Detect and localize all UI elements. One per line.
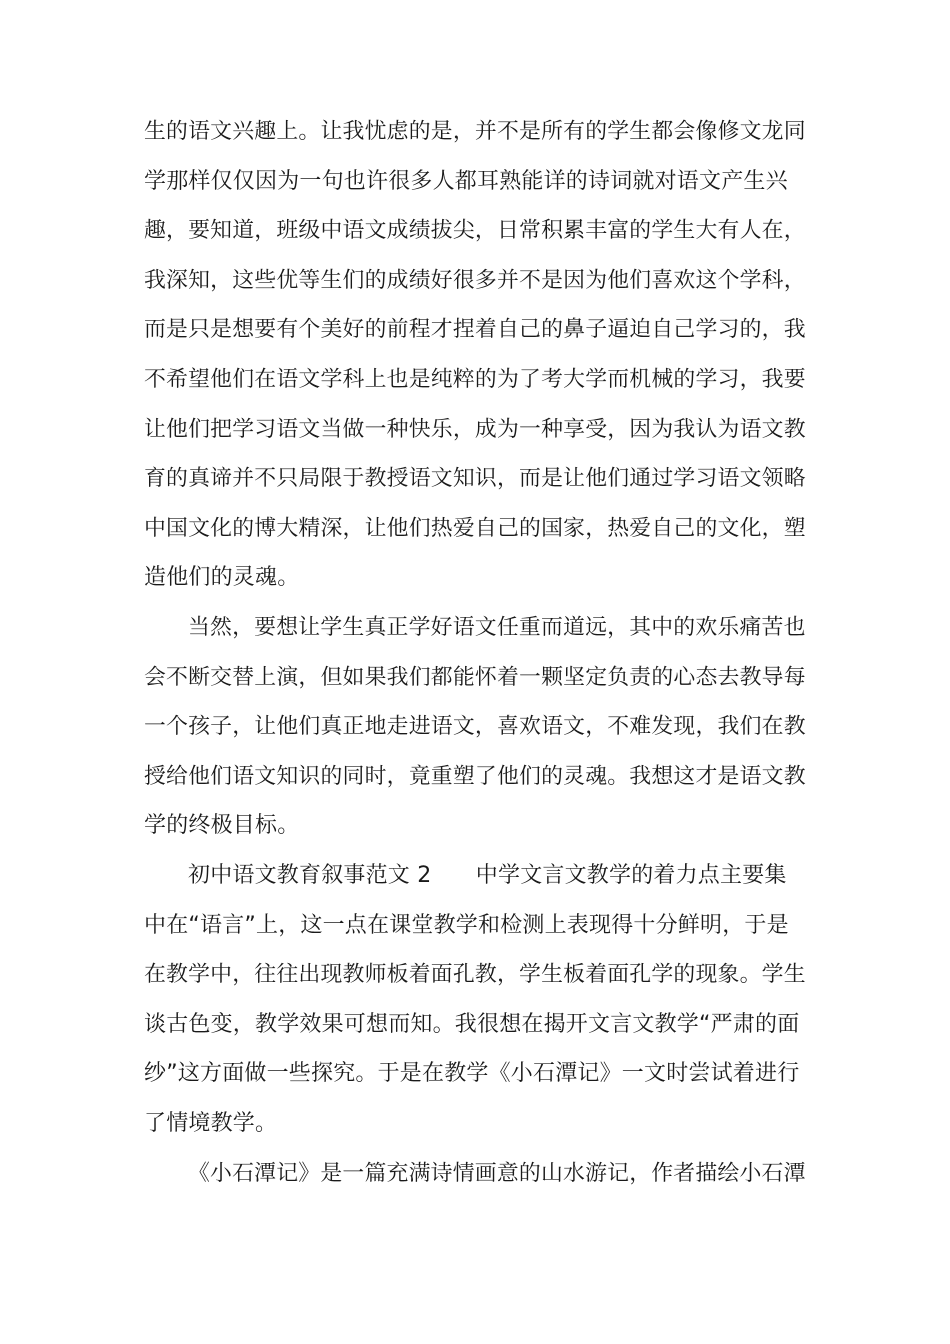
text-line: 中在“语言”上，这一点在课堂教学和检测上表现得十分鲜明，于是 [144,913,789,938]
text-line: 会不断交替上演，但如果我们都能怀着一颗坚定负责的心态去教导每 [144,665,806,690]
text-line: 授给他们语文知识的同时，竟重塑了他们的灵魂。我想这才是语文教 [144,764,806,789]
paragraph-first-line: 初中语文教育叙事范文 2 中学文言文教学的着力点主要集 [188,863,787,888]
text-line: 我深知，这些优等生们的成绩好很多并不是因为他们喜欢这个学科， [144,268,806,293]
paragraph-first-line: 《小石潭记》是一篇充满诗情画意的山水游记，作者描绘小石潭 [188,1161,806,1186]
text-line: 而是只是想要有个美好的前程才捏着自己的鼻子逼迫自己学习的，我 [144,317,806,342]
text-line: 育的真谛并不只局限于教授语文知识，而是让他们通过学习语文领略 [144,466,806,491]
text-line: 谈古色变，教学效果可想而知。我很想在揭开文言文教学“严肃的面 [144,1012,800,1037]
text-line: 在教学中，往往出现教师板着面孔教，学生板着面孔学的现象。学生 [144,962,806,987]
paragraph-first-line: 当然，要想让学生真正学好语文任重而道远，其中的欢乐痛苦也 [188,615,806,640]
text-line: 纱”这方面做一些探究。于是在教学《小石潭记》一文时尝试着进行 [144,1061,800,1086]
text-line: 学那样仅仅因为一句也许很多人都耳熟能详的诗词就对语文产生兴 [144,169,788,194]
text-line: 造他们的灵魂。 [144,565,300,590]
text-line: 趣，要知道，班级中语文成绩拔尖，日常积累丰富的学生大有人在， [144,218,806,243]
text-line: 学的终极目标。 [144,813,300,838]
text-line: 中国文化的博大精深，让他们热爱自己的国家，热爱自己的文化，塑 [144,516,806,541]
text-line: 生的语文兴趣上。让我忧虑的是，并不是所有的学生都会像修文龙同 [144,119,806,144]
text-line: 一个孩子，让他们真正地走进语文，喜欢语文，不难发现，我们在教 [144,714,806,739]
text-line: 让他们把学习语文当做一种快乐，成为一种享受，因为我认为语文教 [144,417,806,442]
text-line: 不希望他们在语文学科上也是纯粹的为了考大学而机械的学习，我要 [144,367,806,392]
text-line: 了情境教学。 [144,1111,278,1136]
